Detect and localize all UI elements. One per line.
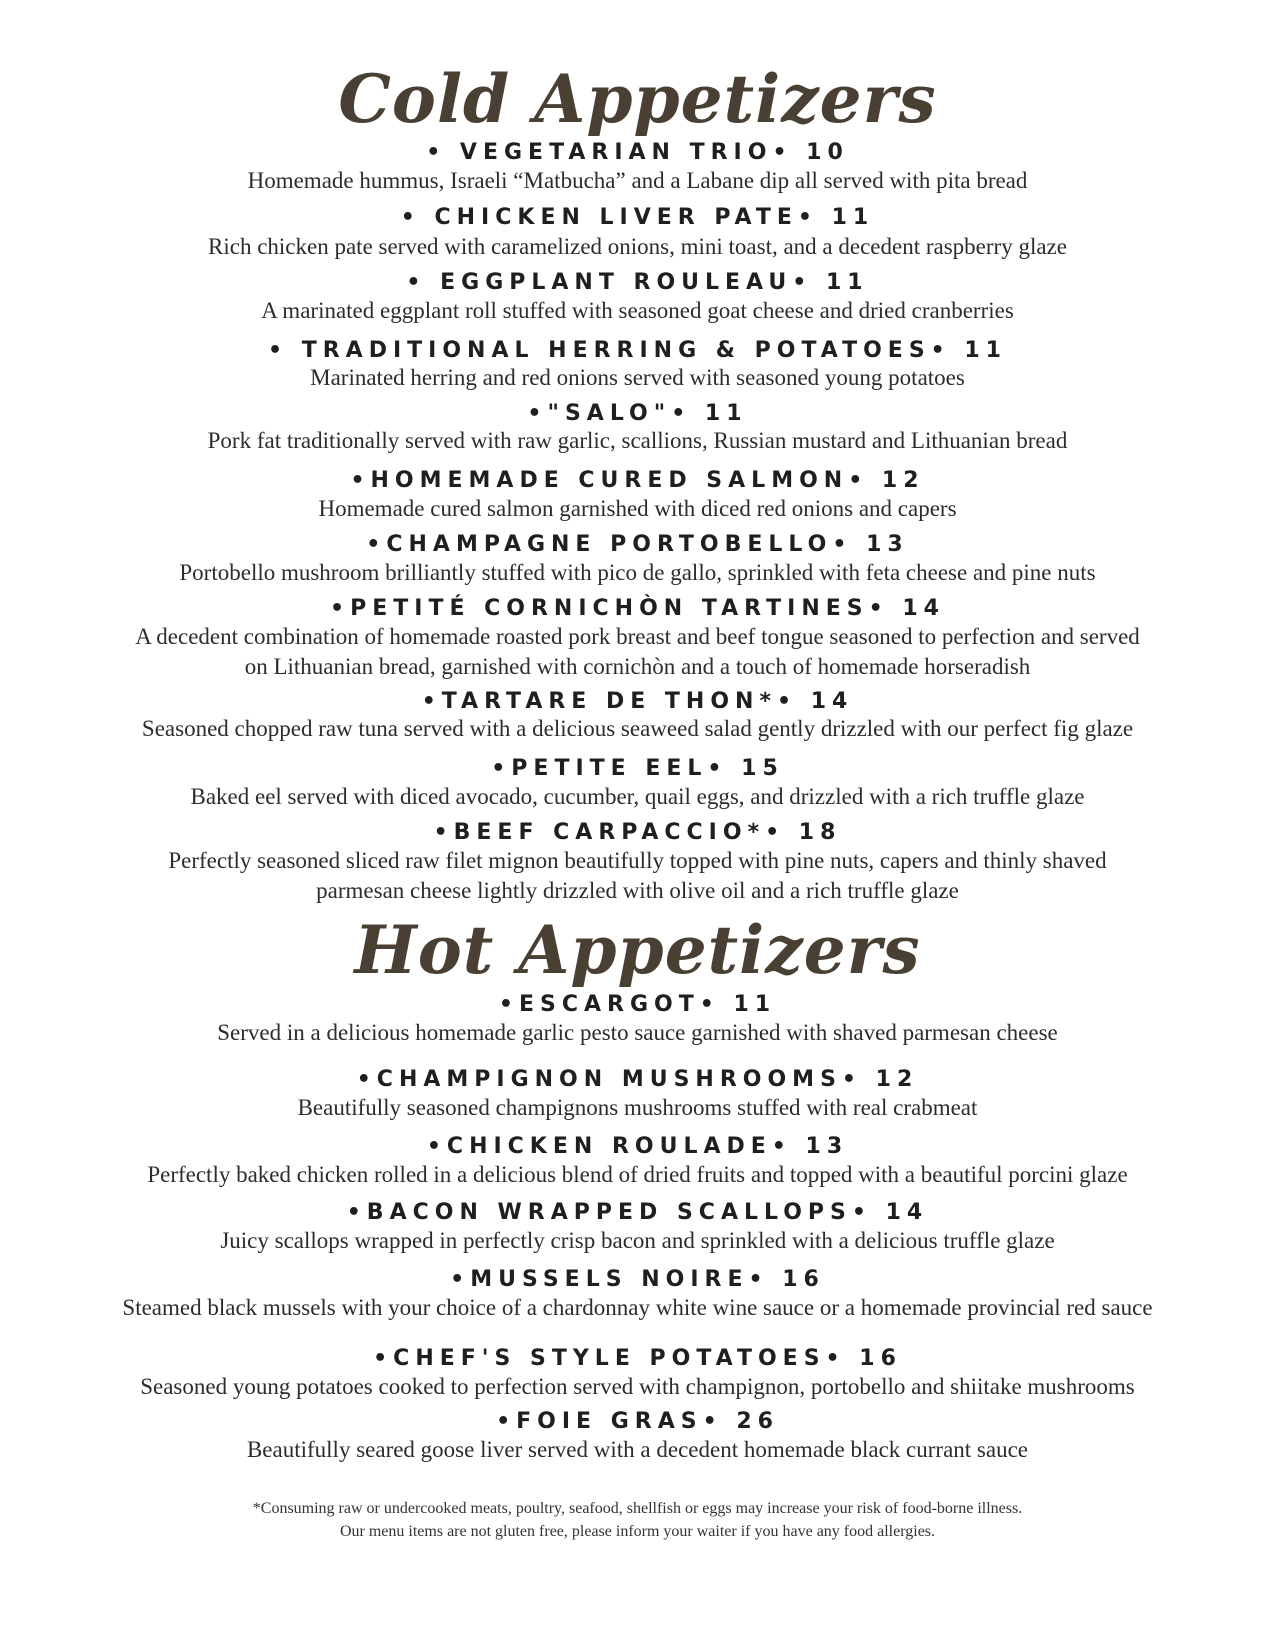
menu-item-description-continued: parmesan cheese lightly drizzled with olive oil and a rich truffle glaze xyxy=(316,878,959,903)
menu-item-name: • VEGETARIAN TRIO• 10 xyxy=(426,140,849,165)
menu-item-name: • EGGPLANT ROULEAU• 11 xyxy=(406,270,869,295)
menu-item-description: A decedent combination of homemade roasted pork breast and beef tongue seasoned to perfection and served xyxy=(135,624,1140,649)
menu-item-description: Seasoned young potatoes cooked to perfection served with champignon, portobello and shiitake mushrooms xyxy=(140,1374,1135,1399)
menu-item-name: •"SALO"• 11 xyxy=(527,401,748,426)
menu-item-name: •ESCARGOT• 11 xyxy=(498,992,777,1017)
menu-item-description: Seasoned chopped raw tuna served with a delicious seaweed salad gently drizzled with our perfect fig glaze xyxy=(141,716,1134,741)
menu-item-description: Pork fat traditionally served with raw garlic, scallions, Russian mustard and Lithuanian bread xyxy=(207,428,1068,453)
menu-item-description: Perfectly baked chicken rolled in a delicious blend of dried fruits and topped with a beautiful porcini glaze xyxy=(147,1162,1128,1187)
menu-item-description: Served in a delicious homemade garlic pesto sauce garnished with shaved parmesan cheese xyxy=(217,1020,1058,1045)
menu-item-description: Steamed black mussels with your choice of a chardonnay white wine sauce or a homemade provincial red sauce xyxy=(122,1295,1153,1320)
menu-item-name: • CHICKEN LIVER PATE• 11 xyxy=(400,205,875,230)
menu-item-name: •CHAMPAGNE PORTOBELLO• 13 xyxy=(366,532,909,557)
menu-item-description: Homemade hummus, Israeli “Matbucha” and a Labane dip all served with pita bread xyxy=(247,168,1028,193)
menu-item-name: • TRADITIONAL HERRING & POTATOES• 11 xyxy=(268,338,1007,363)
menu-item-name: •HOMEMADE CURED SALMON• 12 xyxy=(350,468,925,493)
menu-item-description: Baked eel served with diced avocado, cucumber, quail eggs, and drizzled with a rich truffle glaze xyxy=(190,784,1085,809)
menu-item-name: •FOIE GRAS• 26 xyxy=(496,1409,779,1434)
menu-item-name: •PETITÉ CORNICHÒN TARTINES• 14 xyxy=(330,596,945,621)
cold-appetizers-title: Cold Appetizers xyxy=(338,60,937,138)
hot-appetizers-title: Hot Appetizers xyxy=(354,911,921,989)
gluten-notice: Our menu items are not gluten free, please inform your waiter if you have any food allergies. xyxy=(339,1523,936,1540)
menu-item-description: Portobello mushroom brilliantly stuffed with pico de gallo, sprinkled with feta cheese and pine nuts xyxy=(179,560,1096,585)
menu-item-description: Beautifully seasoned champignons mushrooms stuffed with real crabmeat xyxy=(297,1095,978,1120)
menu-item-description: Marinated herring and red onions served with seasoned young potatoes xyxy=(310,365,965,390)
menu-item-name: •CHICKEN ROULADE• 13 xyxy=(426,1134,849,1159)
menu-item-description: Beautifully seared goose liver served with a decedent homemade black currant sauce xyxy=(246,1437,1029,1462)
menu-item-name: •TARTARE DE THON*• 14 xyxy=(421,689,854,714)
allergy-disclaimer: *Consuming raw or undercooked meats, poultry, seafood, shellfish or eggs may increase your risk of food-borne illness. xyxy=(252,1500,1023,1517)
menu-item-description: A marinated eggplant roll stuffed with seasoned goat cheese and dried cranberries xyxy=(261,298,1014,323)
menu-item-name: •BACON WRAPPED SCALLOPS• 14 xyxy=(346,1200,929,1225)
menu-item-description: Rich chicken pate served with caramelized onions, mini toast, and a decedent raspberry glaze xyxy=(208,234,1067,259)
menu-item-name: •BEEF CARPACCIO*• 18 xyxy=(433,820,842,845)
menu-item-name: •MUSSELS NOIRE• 16 xyxy=(450,1267,825,1292)
menu-item-description: Juicy scallops wrapped in perfectly crisp bacon and sprinkled with a delicious truffle glaze xyxy=(220,1228,1055,1253)
menu-item-name: •CHAMPIGNON MUSHROOMS• 12 xyxy=(356,1067,919,1092)
menu-item-name: •PETITE EEL• 15 xyxy=(491,756,784,781)
menu-item-name: •CHEF'S STYLE POTATOES• 16 xyxy=(373,1346,902,1371)
menu-item-description: Perfectly seasoned sliced raw filet mignon beautifully topped with pine nuts, capers and thinly shaved xyxy=(168,848,1107,873)
menu-item-description: Homemade cured salmon garnished with diced red onions and capers xyxy=(318,496,957,521)
menu-item-description-continued: on Lithuanian bread, garnished with cornichòn and a touch of homemade horseradish xyxy=(244,654,1031,679)
